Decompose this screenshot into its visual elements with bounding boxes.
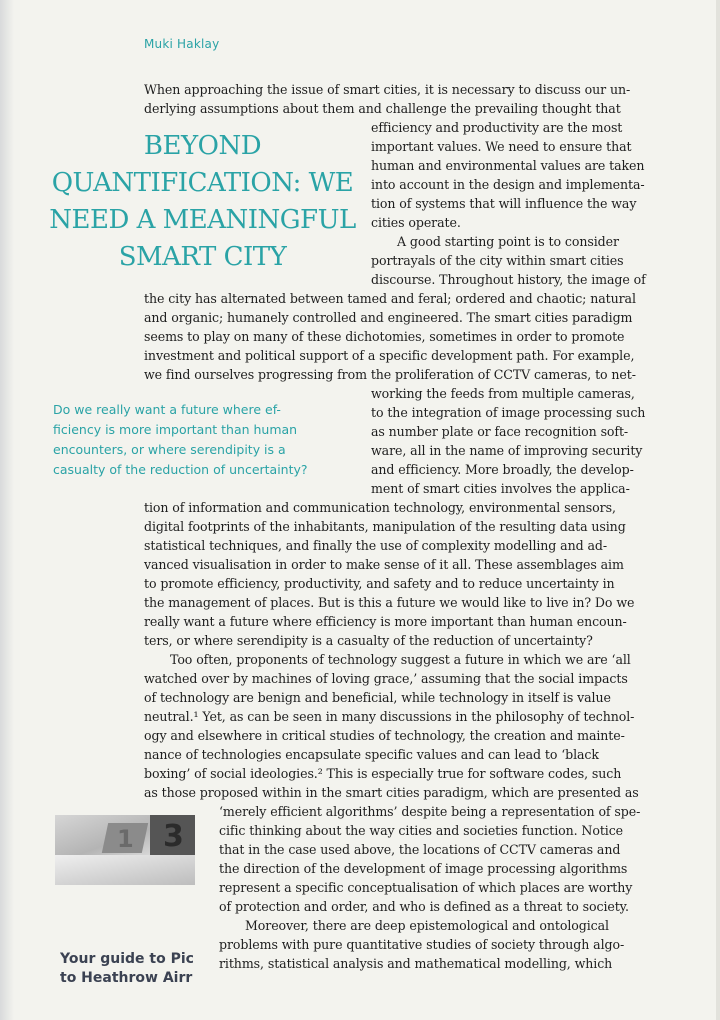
body-line: portrayals of the city within smart cities: [371, 253, 624, 268]
body-line: watched over by machines of loving grace,’ assuming that the social impacts: [144, 671, 628, 686]
title-line: BEYOND: [143, 131, 262, 161]
ad-image-digit: 1: [117, 825, 134, 853]
body-line: derlying assumptions about them and challenge the prevailing thought that: [144, 101, 621, 116]
body-line: into account in the design and implementa-: [371, 177, 645, 192]
body-line: ‘merely efficient algorithms’ despite being a representation of spe-: [219, 804, 641, 819]
bleed-through-ad-text: [60, 950, 196, 988]
body-line: seems to play on many of these dichotomies, sometimes in order to promote: [144, 329, 625, 344]
body-line: tion of information and communication technology, environmental sensors,: [144, 500, 616, 515]
body-line: cities operate.: [371, 215, 461, 230]
body-line: statistical techniques, and finally the use of complexity modelling and ad-: [144, 538, 607, 553]
body-line: the city has alternated between tamed and feral; ordered and chaotic; natural: [144, 291, 636, 306]
pull-quote-line: encounters, or where serendipity is a: [53, 442, 286, 457]
body-line: as number plate or face recognition soft-: [371, 424, 629, 439]
body-line: to the integration of image processing such: [371, 405, 646, 420]
body-line: that in the case used above, the locations of CCTV cameras and: [219, 842, 621, 857]
title-line: QUANTIFICATION: WE: [51, 168, 354, 198]
title-line: NEED A MEANINGFUL: [49, 205, 356, 235]
body-line: important values. We need to ensure that: [371, 139, 632, 154]
pull-quote-line: casualty of the reduction of uncertainty?: [53, 462, 308, 477]
body-line: A good starting point is to consider: [397, 234, 619, 249]
body-line: of technology are benign and beneficial, while technology in itself is value: [144, 690, 611, 705]
pull-quote-line: Do we really want a future where ef-: [53, 402, 281, 417]
body-line: tion of systems that will influence the way: [371, 196, 637, 211]
body-line: investment and political support of a specific development path. For example,: [144, 348, 635, 363]
body-line: ogy and elsewhere in critical studies of technology, the creation and mainte-: [144, 728, 625, 743]
body-line: When approaching the issue of smart cities, it is necessary to discuss our un-: [144, 82, 631, 97]
body-line: ters, or where serendipity is a casualty of the reduction of uncertainty?: [144, 633, 593, 648]
body-line: cific thinking about the way cities and societies function. Notice: [219, 823, 624, 838]
page-binding-shadow: [0, 0, 14, 1020]
body-line: really want a future where efficiency is more important than human encoun-: [144, 614, 627, 629]
body-line: of protection and order, and who is defined as a threat to society.: [219, 899, 629, 914]
body-line: efficiency and productivity are the most: [371, 120, 623, 135]
article-title: [40, 128, 365, 276]
body-line: we find ourselves progressing from the proliferation of CCTV cameras, to net-: [144, 367, 636, 382]
page-edge: [716, 0, 720, 1020]
body-line: the direction of the development of image processing algorithms: [219, 861, 628, 876]
body-line: problems with pure quantitative studies of society through algo-: [219, 937, 625, 952]
ad-text-line: Your guide to Pic: [60, 951, 194, 967]
body-line: rithms, statistical analysis and mathematical modelling, which: [219, 956, 613, 971]
pull-quote-line: ficiency is more important than human: [53, 422, 298, 437]
body-line: Too often, proponents of technology suggest a future in which we are ‘all: [170, 652, 631, 667]
body-line: human and environmental values are taken: [371, 158, 645, 173]
body-line: as those proposed within in the smart cities paradigm, which are presented as: [144, 785, 639, 800]
body-line: nance of technologies encapsulate specific values and can lead to ‘black: [144, 747, 599, 762]
body-line: ware, all in the name of improving security: [371, 443, 643, 458]
ad-text-line: to Heathrow Airr: [60, 970, 193, 986]
ad-image-digit: 3: [163, 819, 184, 854]
body-line: to promote efficiency, productivity, and safety and to reduce uncertainty in: [144, 576, 615, 591]
body-line: neutral.¹ Yet, as can be seen in many discussions in the philosophy of technol-: [144, 709, 635, 724]
body-line: discourse. Throughout history, the image of: [371, 272, 646, 287]
body-line: and organic; humanely controlled and engineered. The smart cities paradigm: [144, 310, 633, 325]
body-line: boxing’ of social ideologies.² This is especially true for software codes, such: [144, 766, 622, 781]
body-line: working the feeds from multiple cameras,: [371, 386, 635, 401]
pull-quote: [53, 400, 353, 480]
body-line: digital footprints of the inhabitants, manipulation of the resulting data using: [144, 519, 626, 534]
running-header-author: Muki Haklay: [144, 37, 220, 51]
body-line: ment of smart cities involves the applica-: [371, 481, 630, 496]
body-line: the management of places. But is this a future we would like to live in? Do we: [144, 595, 635, 610]
title-line: SMART CITY: [118, 242, 287, 272]
body-line: and efficiency. More broadly, the develop-: [371, 462, 634, 477]
body-line: represent a specific conceptualisation of which places are worthy: [219, 880, 633, 895]
ad-image-ground: [55, 855, 195, 885]
body-line: vanced visualisation in order to make sense of it all. These assemblages aim: [144, 557, 624, 572]
body-line: Moreover, there are deep epistemological and ontological: [245, 918, 609, 933]
bleed-through-ad-image: [55, 815, 195, 885]
